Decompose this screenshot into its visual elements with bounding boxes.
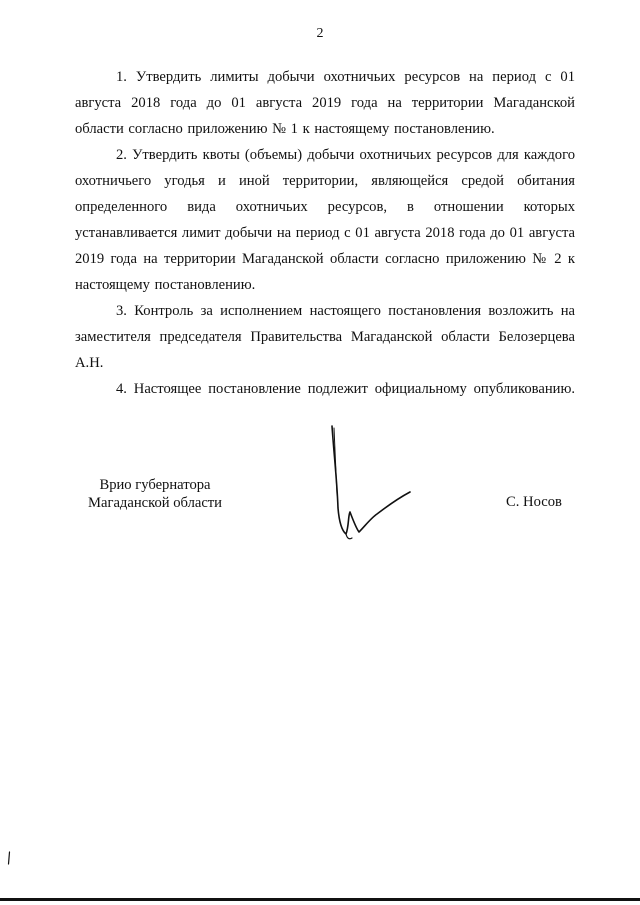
signatory-position bbox=[80, 476, 230, 512]
handwritten-signature bbox=[325, 420, 420, 545]
paragraph-2: 2. Утвердить квоты (объемы) добычи охотничьих ресурсов для каждого охотничьего угодья и иной территории, являющейся средой обитания определенного вида охотничьих ресурсов, в отношении которых устанавливается лимит добычи на период с 01 августа 2018 года до 01 августа 2019 года на территории Магаданской области согласно приложению № 2 к настоящему постановлению. bbox=[75, 147, 575, 293]
bottom-edge-rule bbox=[0, 898, 640, 901]
paragraph-1: 1. Утвердить лимиты добычи охотничьих ресурсов на период с 01 августа 2018 года до 01 августа 2019 года на территории Магаданской области согласно приложению № 1 к настоящему постановлению. bbox=[75, 69, 575, 137]
signatory-name: С. Носов bbox=[506, 494, 562, 510]
signatory-position-line-2: Магаданской области bbox=[88, 495, 222, 511]
paragraph-3: 3. Контроль за исполнением настоящего постановления возложить на заместителя председателя Правительства Магаданской области Белозерцева А.Н. bbox=[75, 303, 575, 371]
paragraph-4: 4. Настоящее постановление подлежит официальному опубликованию. bbox=[116, 381, 575, 397]
scan-artifact-mark bbox=[7, 851, 11, 865]
signatory-position-line-1: Врио губернатора bbox=[99, 477, 211, 493]
page-number: 2 bbox=[316, 26, 324, 41]
document-body bbox=[75, 64, 575, 402]
